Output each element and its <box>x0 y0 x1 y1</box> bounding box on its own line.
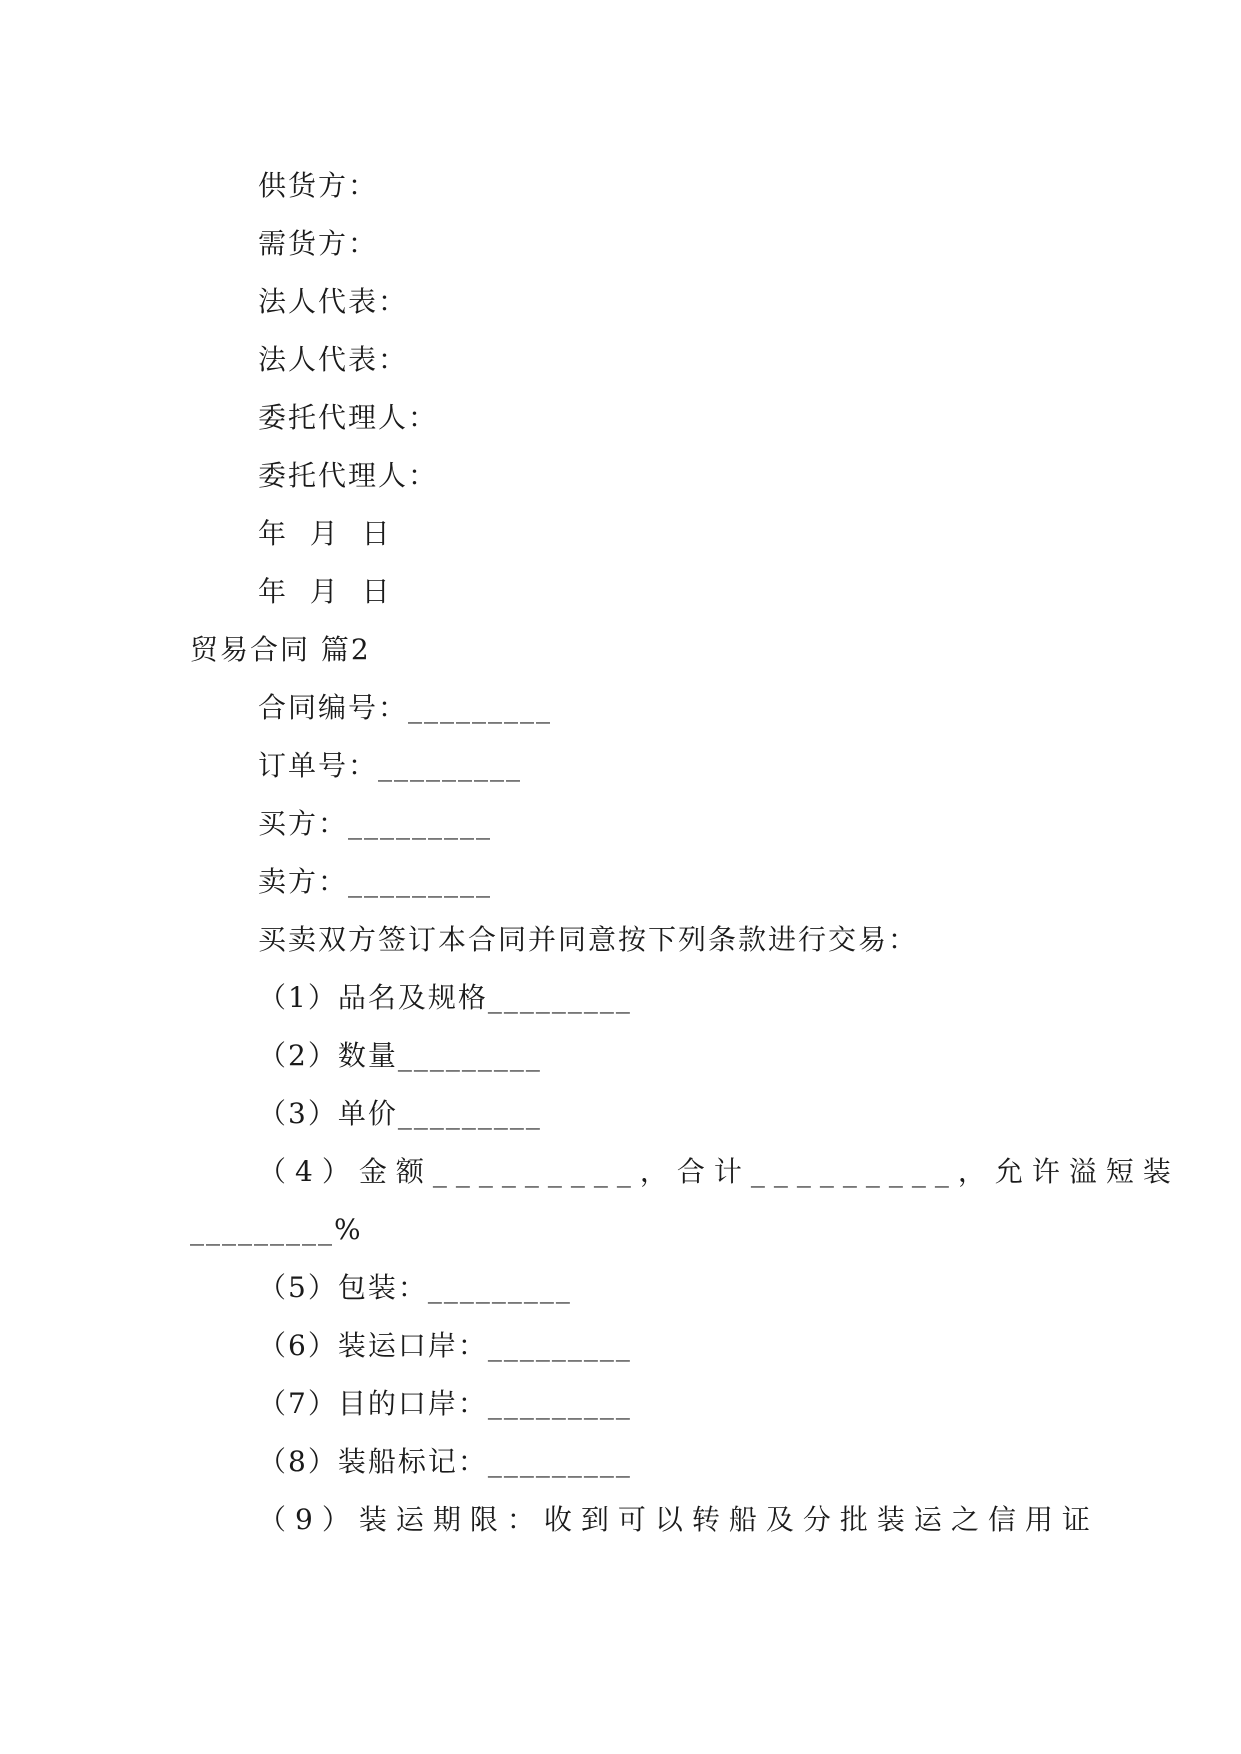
contract-number-field: 合同编号：_________ <box>258 691 553 724</box>
intro-paragraph: 买卖双方签订本合同并同意按下列条款进行交易： <box>258 923 919 956</box>
clause-8: （8）装船标记：_________ <box>258 1445 632 1478</box>
buyer-label: 需货方： <box>258 227 379 260</box>
supplier-label: 供货方： <box>258 169 379 202</box>
clause-9: （9）装运期限：收到可以转船及分批装运之信用证 <box>258 1503 1099 1536</box>
legal-rep-label: 法人代表： <box>258 285 409 318</box>
clause-1: （1）品名及规格_________ <box>258 981 632 1014</box>
clause-7: （7）目的口岸：_________ <box>258 1387 632 1420</box>
clause-5: （5）包装：_________ <box>258 1271 572 1304</box>
date-line: 年 月 日 <box>258 517 392 550</box>
agent-label: 委托代理人： <box>258 401 439 434</box>
agent-label: 委托代理人： <box>258 459 439 492</box>
seller-field: 卖方：_________ <box>258 865 493 898</box>
clause-3: （3）单价_________ <box>258 1097 542 1130</box>
clause-6: （6）装运口岸：_________ <box>258 1329 632 1362</box>
buyer-field: 买方：_________ <box>258 807 493 840</box>
section-heading: 贸易合同 篇2 <box>190 633 371 666</box>
clause-4: （4）金额_________，合计_________，允许溢短装 <box>258 1155 1180 1188</box>
legal-rep-label: 法人代表： <box>258 343 409 376</box>
clause-4-continued: _________% <box>190 1213 363 1246</box>
clause-2: （2）数量_________ <box>258 1039 542 1072</box>
order-number-field: 订单号：_________ <box>258 749 523 782</box>
date-line: 年 月 日 <box>258 575 392 608</box>
